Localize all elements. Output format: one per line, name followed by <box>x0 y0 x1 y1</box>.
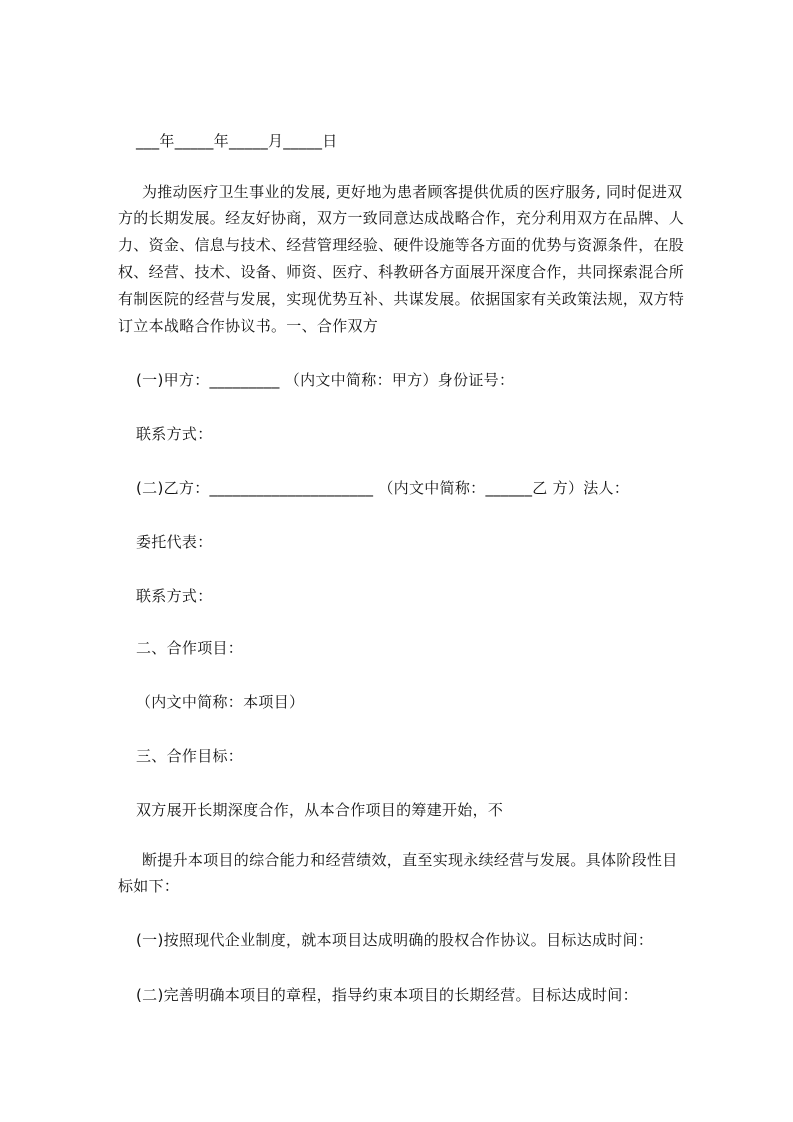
section3-para-line: 断提升本项目的综合能力和经营绩效，直至实现永续经营与发展。具体阶段性目 <box>142 851 678 869</box>
party-a: (一)甲方：_________ （内文中简称：甲方）身份证号： <box>136 371 515 389</box>
party-b-agent: 委托代表： <box>136 533 213 551</box>
party-b: (二)乙方：_____________________ （内文中简称：______乙 方）法人： <box>136 479 630 497</box>
goal-1: (一)按照现代企业制度，就本项目达成明确的股权合作协议。目标达成时间： <box>136 931 654 949</box>
section3-line: 双方展开长期深度合作，从本合作项目的筹建开始，不 <box>136 801 504 819</box>
party-a-contact: 联系方式： <box>136 425 213 443</box>
intro-line: 为推动医疗卫生事业的发展, 更好地为患者顾客提供优质的医疗服务, 同时促进双 <box>142 183 683 201</box>
intro-line: 有制医院的经营与发展，实现优势互补、共谋发展。依据国家有关政策法规，双方特 <box>118 290 685 308</box>
party-b-contact: 联系方式： <box>136 587 213 605</box>
section2-note: （内文中简称：本项目） <box>136 693 305 711</box>
section2-title: 二、合作项目： <box>136 639 244 657</box>
intro-line: 力、资金、信息与技术、经营管理经验、硬件设施等各方面的优势与资源条件，在股 <box>118 236 685 254</box>
intro-line: 权、经营、技术、设备、师资、医疗、科教研各方面展开深度合作，共同探索混合所 <box>118 263 685 281</box>
section3-title: 三、合作目标： <box>136 747 244 765</box>
goal-2: (二)完善明确本项目的章程，指导约束本项目的长期经营。目标达成时间： <box>136 986 638 1004</box>
section3-para-line: 标如下： <box>118 877 180 895</box>
intro-line: 方的长期发展。经友好协商，双方一致同意达成战略合作，充分利用双方在品牌、人 <box>118 209 685 227</box>
date-line: ___年_____年_____月_____日 <box>136 132 338 150</box>
intro-line: 订立本战略合作协议书。一、合作双方 <box>118 317 379 335</box>
